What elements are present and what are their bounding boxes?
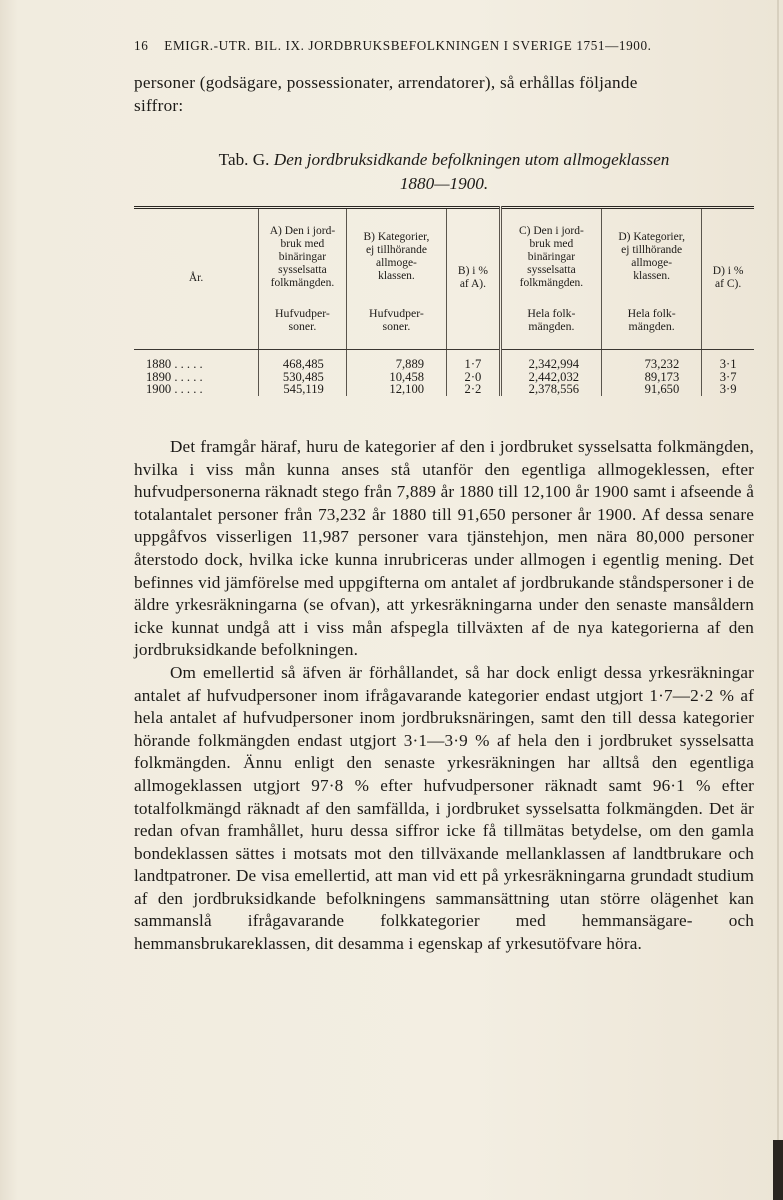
cell-b: 12,100	[346, 383, 446, 396]
cell-year: 1880 . . . . .	[146, 357, 203, 371]
cell-b: 7,889	[346, 350, 446, 371]
table-years: 1880—1900.	[399, 174, 489, 193]
cell-b-pct: 2·2	[447, 383, 501, 396]
cell-b: 10,458	[346, 371, 446, 384]
table-caption	[134, 148, 754, 196]
subheader-c: Hela folk- mängden.	[500, 305, 601, 347]
paragraph: Om emellertid så äfven är förhållandet, så har dock enligt dessa yrkesräkningar antalet af hufvudpersoner inom ifrågavarande kategorier endast utgjort 1·7—2·2 % af hela antalet af hufvudpersoner inom jordbruksnäringen, samt den till dessa kategorier hörande folkmängden endast utgjort 3·1—3·9 % af hela den i jordbruket sysselsatta folkmängden. Ännu enligt den senaste yrkesräkningen har alltså den egentliga allmogeklassen utgjort 97·8 % efter hufvudpersoner räknadt samt 96·1 % efter totalfolkmängd räknadt af den samfällda, i jordbruket sysselsatta folkmängden. Det är redan ofvan framhållet, huru dessa siffror icke få tillmätas betydelse, om den gamla bondeklassen sättes i motsats mot den tillväxande mellanklassen af landtbrukare och landtpatroner. De visa emellertid, att man vid ett på yrkesräkningarna grundadt studium af den jordbruksidkande befolkningens sammansättning utan större olägenhet kan sammanslå ifrågavarande folkkategorier med hemmansägare- och hemmansbrukareklassen, dit desamma i egenskap af yrkesutöfvare höra.	[134, 662, 754, 954]
cell-a: 530,485	[259, 371, 347, 384]
binding-shadow	[773, 1140, 783, 1200]
intro-text: personer (godsägare, possessionater, arrendatorer), så erhållas följande siffror:	[134, 73, 638, 115]
col-header-a: A) Den i jord- bruk med binäringar sysselsatta folkmängden.	[259, 208, 347, 306]
table-header-row	[134, 208, 754, 306]
table-label: Tab. G.	[218, 150, 270, 169]
page-number: 16	[134, 38, 149, 53]
page-edge	[777, 0, 779, 1200]
cell-year: 1900 . . . . .	[146, 382, 203, 396]
col-header-d-pct: D) i % af C).	[702, 208, 754, 348]
cell-d-pct: 3·1	[702, 350, 754, 371]
running-title: EMIGR.-UTR. BIL. IX. JORDBRUKSBEFOLKNINGEN I SVERIGE 1751—1900.	[164, 38, 652, 53]
cell-d: 89,173	[602, 371, 702, 384]
subheader-b: Hufvudper- soner.	[346, 305, 446, 347]
subheader-d: Hela folk- mängden.	[602, 305, 702, 347]
col-header-c: C) Den i jord- bruk med binäringar sysselsatta folkmängden.	[500, 208, 601, 306]
cell-d: 73,232	[602, 350, 702, 371]
table-row	[134, 350, 754, 371]
cell-c: 2,378,556	[500, 383, 601, 396]
body-text	[134, 436, 754, 956]
col-header-b-pct: B) i % af A).	[447, 208, 501, 348]
cell-a: 545,119	[259, 383, 347, 396]
cell-b-pct: 1·7	[447, 350, 501, 371]
cell-d-pct: 3·7	[702, 371, 754, 384]
cell-d: 91,650	[602, 383, 702, 396]
cell-c: 2,442,032	[500, 371, 601, 384]
cell-d-pct: 3·9	[702, 383, 754, 396]
col-header-d: D) Kategorier, ej tillhörande allmoge- klassen.	[602, 208, 702, 306]
cell-year: 1890 . . . . .	[146, 369, 203, 384]
running-header	[134, 38, 754, 54]
subheader-a: Hufvudper- soner.	[259, 305, 347, 347]
cell-b-pct: 2·0	[447, 371, 501, 384]
col-header-b: B) Kategorier, ej tillhörande allmoge- klassen.	[346, 208, 446, 306]
table-row	[134, 383, 754, 396]
data-table	[134, 206, 754, 416]
cell-a: 468,485	[259, 350, 347, 371]
col-header-year: År.	[188, 271, 204, 284]
table-title: Den jordbruksidkande befolkningen utom allmogeklassen	[273, 150, 670, 169]
paragraph: Det framgår häraf, huru de kategorier af den i jordbruket sysselsatta folkmängden, hvilka i viss mån kunna anses stå utanför den egentliga allmogeklessen, efter hufvudpersonerna räknadt stego från 7,889 år 1880 till 12,100 år 1900 samt i afseende å totalantalet personer från 73,232 år 1880 till 91,650 personer år 1900. Af dessa senare uppgåfvos visserligen 11,987 personer vara tjänstehjon, men nära 80,000 personer återstodo dock, hvilka icke kunna inrubriceras under allmogen i egentlig mening. Det befinnes vid jämförelse med uppgifterna om antalet af jordbrukande ståndspersoner i de äldre yrkesräkningarna (se ofvan), att yrkesräkningarna under den senaste mansåldern icke kunnat undgå att i viss mån afspegla tillväxten af de nya kategorierna af den jordbruksidkande befolkningen.	[134, 437, 754, 660]
cell-c: 2,342,994	[500, 350, 601, 371]
